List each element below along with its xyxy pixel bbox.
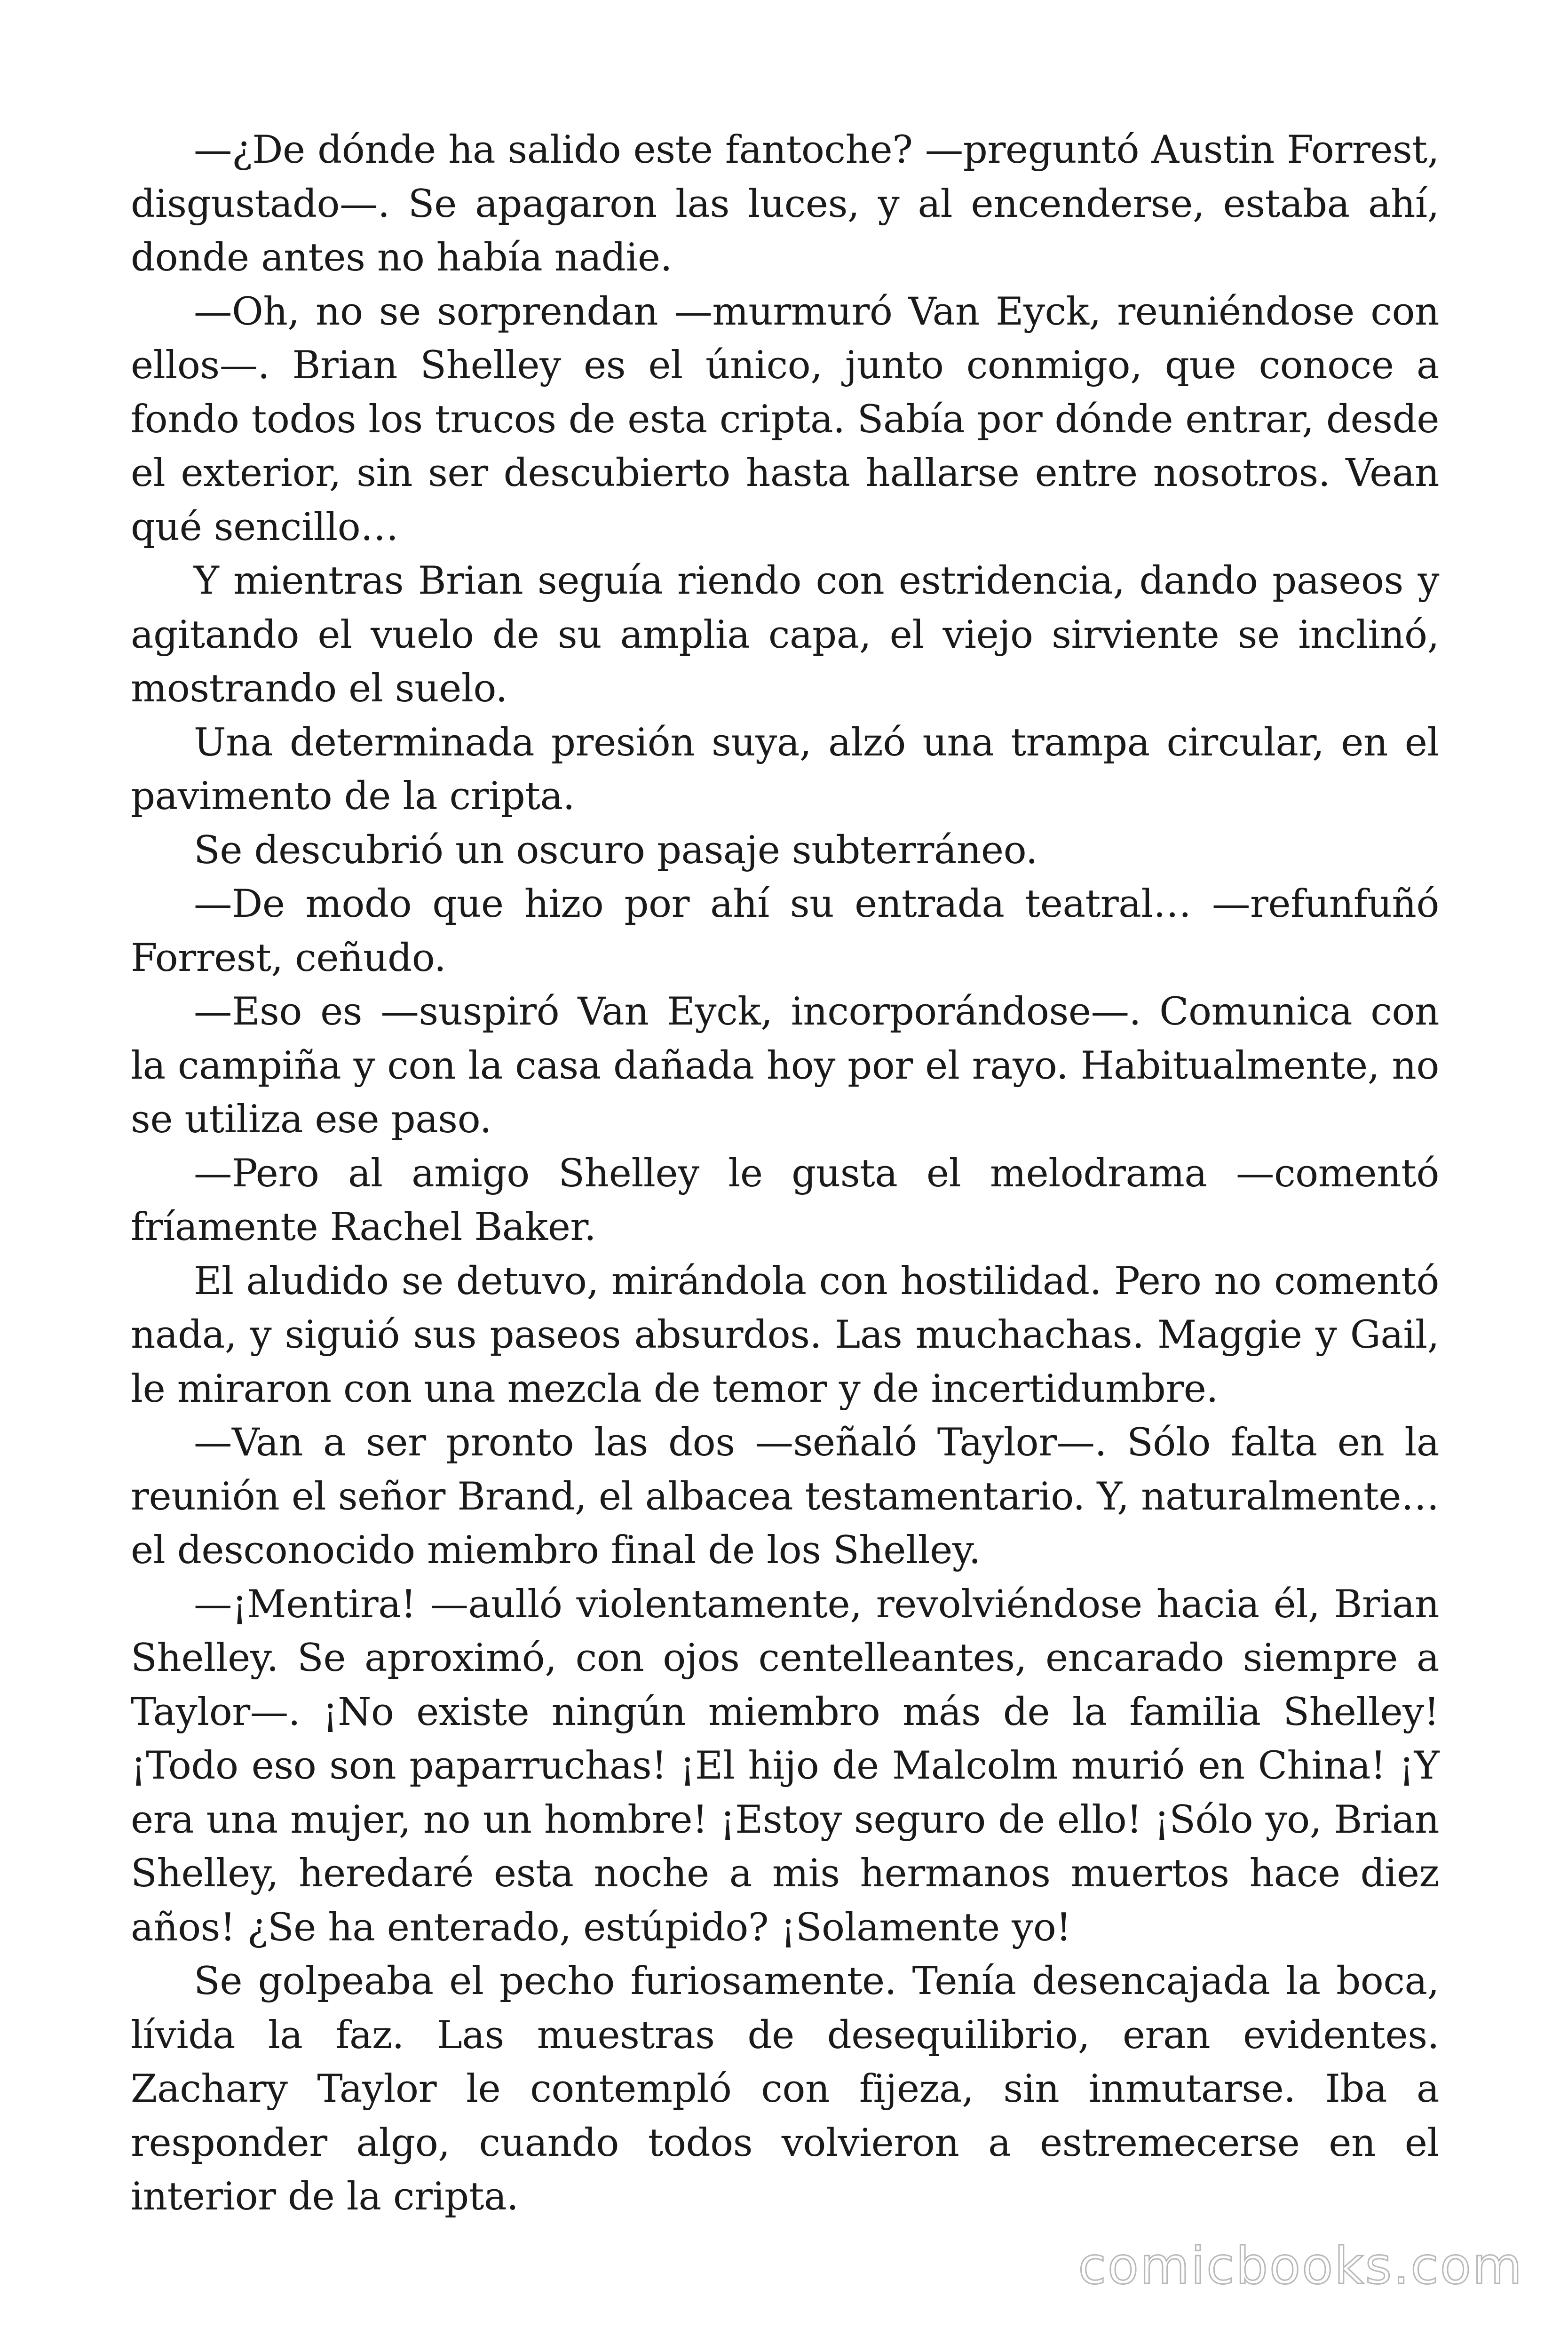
watermark-logo: comicbooks.com [1078, 2237, 1523, 2296]
paragraph: —Oh, no se sorprendan —murmuró Van Eyck, reuniéndose con ellos—. Brian Shelley es el único, junto conmigo, que conoce a fondo todos los trucos de esta cripta. Sabía por dónde entrar, desde el exterior, sin ser descubierto hasta hallarse entre nosotros. Vean qué sencillo… [131, 289, 1439, 549]
paragraph: Se golpeaba el pecho furiosamente. Tenía desencajada la boca, lívida la faz. Las muestras de desequilibrio, eran evidentes. Zachary Taylor le contempló con fijeza, sin inmutarse. Iba a responder algo, cuando todos volvieron a estremecerse en el interior de la cripta. [131, 1959, 1439, 2219]
paragraph: Una determinada presión suya, alzó una trampa circular, en el pavimento de la cripta. [131, 720, 1439, 818]
paragraph: —¡Mentira! —aulló violentamente, revolviéndose hacia él, Brian Shelley. Se aproximó, con ojos centelleantes, encarado siempre a Taylor—. ¡No existe ningún miembro más de la familia Shelley! ¡Todo eso son paparruchas! ¡El hijo de Malcolm murió en China! ¡Y era una mujer, no un hombre! ¡Estoy seguro de ello! ¡Sólo yo, Brian Shelley, heredaré esta noche a mis hermanos muertos hace diez años! ¿Se ha enterado, estúpido? ¡Solamente yo! [131, 1581, 1439, 1950]
paragraph: —De modo que hizo por ahí su entrada teatral… —refunfuñó Forrest, ceñudo. [131, 882, 1439, 980]
paragraph: —Eso es —suspiró Van Eyck, incorporándose—. Comunica con la campiña y con la casa dañada hoy por el rayo. Habitualmente, no se utiliza ese paso. [131, 989, 1439, 1142]
page-body [131, 123, 1439, 2224]
paragraph: —¿De dónde ha salido este fantoche? —preguntó Austin Forrest, disgustado—. Se apagaron las luces, y al encenderse, estaba ahí, donde antes no había nadie. [131, 127, 1439, 280]
paragraph: Y mientras Brian seguía riendo con estridencia, dando paseos y agitando el vuelo de su amplia capa, el viejo sirviente se inclinó, mostrando el suelo. [131, 558, 1439, 711]
paragraph: Se descubrió un oscuro pasaje subterráneo. [194, 827, 1038, 873]
paragraph: El aludido se detuvo, mirándola con hostilidad. Pero no comentó nada, y siguió sus paseos absurdos. Las muchachas. Maggie y Gail, le miraron con una mezcla de temor y de incertidumbre. [131, 1258, 1439, 1411]
paragraph: —Van a ser pronto las dos —señaló Taylor—. Sólo falta en la reunión el señor Brand, el albacea testamentario. Y, naturalmente… el desconocido miembro final de los Shelley. [131, 1420, 1439, 1573]
paragraph: —Pero al amigo Shelley le gusta el melodrama —comentó fríamente Rachel Baker. [131, 1151, 1439, 1249]
